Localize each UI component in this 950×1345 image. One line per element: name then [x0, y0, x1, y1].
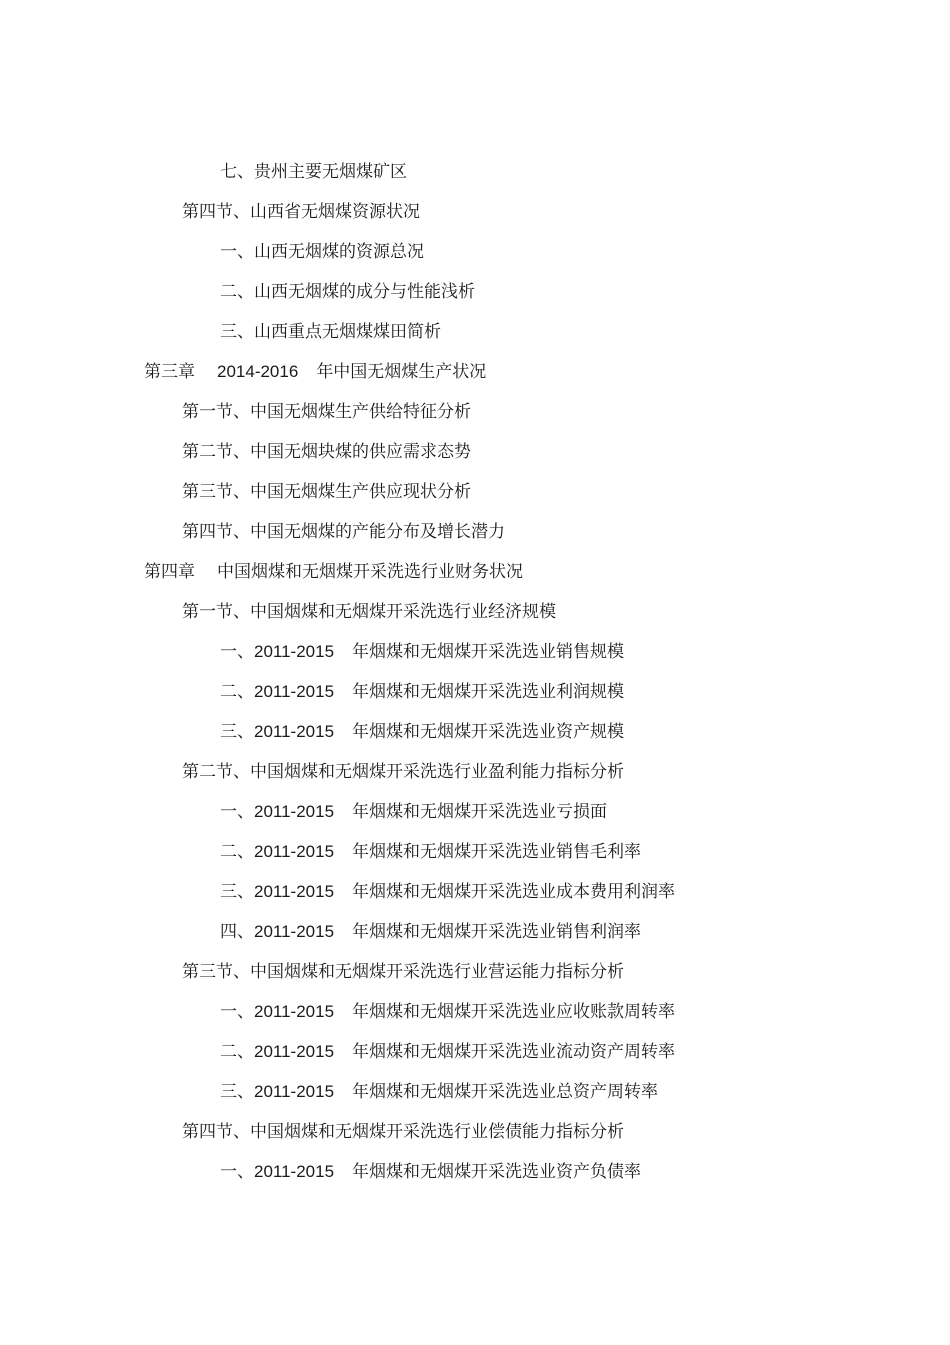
item-title: 年烟煤和无烟煤开采洗选业亏损面: [352, 802, 608, 822]
item-number: 二、: [220, 1042, 254, 1062]
year-range: 2014-2016: [217, 362, 299, 381]
toc-item-text: 二、山西无烟煤的成分与性能浅析: [220, 282, 475, 302]
year-range: 2011-2015: [254, 1002, 335, 1021]
toc-item: [220, 160, 407, 184]
item-number: 一、: [220, 802, 254, 822]
toc-section-text: 第一节、中国烟煤和无烟煤开采洗选行业经济规模: [182, 602, 556, 622]
toc-section-text: 第四节、中国烟煤和无烟煤开采洗选行业偿债能力指标分析: [182, 1122, 624, 1142]
chapter-number: 第四章: [144, 562, 195, 582]
toc-item: [220, 840, 641, 864]
toc-section: [182, 200, 420, 224]
toc-section-text: 第三节、中国无烟煤生产供应现状分析: [182, 482, 471, 502]
item-number: 三、: [220, 722, 254, 742]
toc-section: [182, 1120, 624, 1144]
toc-section: [182, 520, 505, 544]
item-number: 三、: [220, 882, 254, 902]
toc-chapter: [144, 360, 486, 384]
toc-section-text: 第二节、中国烟煤和无烟煤开采洗选行业盈利能力指标分析: [182, 762, 624, 782]
chapter-title: 年中国无烟煤生产状况: [316, 362, 487, 382]
toc-item: [220, 1080, 658, 1104]
toc-item: [220, 920, 641, 944]
year-range: 2011-2015: [254, 1042, 335, 1061]
toc-section: [182, 960, 624, 984]
year-range: 2011-2015: [254, 842, 335, 861]
toc-item: [220, 280, 475, 304]
toc-section-text: 第三节、中国烟煤和无烟煤开采洗选行业营运能力指标分析: [182, 962, 624, 982]
toc-section: [182, 440, 471, 464]
toc-item: [220, 680, 624, 704]
toc-item: [220, 1040, 675, 1064]
item-title: 年烟煤和无烟煤开采洗选业利润规模: [352, 682, 625, 702]
toc-section-text: 第一节、中国无烟煤生产供给特征分析: [182, 402, 471, 422]
toc-section: [182, 480, 471, 504]
item-title: 年烟煤和无烟煤开采洗选业流动资产周转率: [352, 1042, 676, 1062]
chapter-number: 第三章: [144, 362, 195, 382]
item-title: 年烟煤和无烟煤开采洗选业应收账款周转率: [352, 1002, 676, 1022]
toc-section-text: 第四节、山西省无烟煤资源状况: [182, 202, 420, 222]
toc-item: [220, 640, 624, 664]
toc-section: [182, 600, 556, 624]
toc-item: [220, 1000, 675, 1024]
item-title: 年烟煤和无烟煤开采洗选业资产规模: [352, 722, 625, 742]
toc-item: [220, 320, 441, 344]
year-range: 2011-2015: [254, 642, 335, 661]
item-number: 二、: [220, 682, 254, 702]
toc-section: [182, 760, 624, 784]
item-title: 年烟煤和无烟煤开采洗选业成本费用利润率: [352, 882, 676, 902]
toc-item-text: 一、山西无烟煤的资源总况: [220, 242, 424, 262]
item-title: 年烟煤和无烟煤开采洗选业资产负债率: [352, 1162, 642, 1182]
item-number: 一、: [220, 642, 254, 662]
toc-item-text: 七、贵州主要无烟煤矿区: [220, 162, 407, 182]
toc-section-text: 第四节、中国无烟煤的产能分布及增长潜力: [182, 522, 505, 542]
toc-section: [182, 400, 471, 424]
item-title: 年烟煤和无烟煤开采洗选业销售利润率: [352, 922, 642, 942]
year-range: 2011-2015: [254, 682, 335, 701]
chapter-title: 中国烟煤和无烟煤开采洗选行业财务状况: [217, 562, 523, 582]
item-number: 一、: [220, 1162, 254, 1182]
toc-item-text: 三、山西重点无烟煤煤田简析: [220, 322, 441, 342]
toc-item: [220, 800, 607, 824]
toc-item: [220, 880, 675, 904]
toc-section-text: 第二节、中国无烟块煤的供应需求态势: [182, 442, 471, 462]
year-range: 2011-2015: [254, 802, 335, 821]
toc-item: [220, 720, 624, 744]
item-number: 四、: [220, 922, 254, 942]
year-range: 2011-2015: [254, 1082, 335, 1101]
item-title: 年烟煤和无烟煤开采洗选业总资产周转率: [352, 1082, 659, 1102]
item-title: 年烟煤和无烟煤开采洗选业销售毛利率: [352, 842, 642, 862]
toc-chapter: [144, 560, 523, 584]
year-range: 2011-2015: [254, 722, 335, 741]
item-number: 三、: [220, 1082, 254, 1102]
toc-item: [220, 1160, 641, 1184]
year-range: 2011-2015: [254, 1162, 335, 1181]
year-range: 2011-2015: [254, 922, 335, 941]
item-title: 年烟煤和无烟煤开采洗选业销售规模: [352, 642, 625, 662]
toc-item: [220, 240, 424, 264]
item-number: 一、: [220, 1002, 254, 1022]
item-number: 二、: [220, 842, 254, 862]
year-range: 2011-2015: [254, 882, 335, 901]
